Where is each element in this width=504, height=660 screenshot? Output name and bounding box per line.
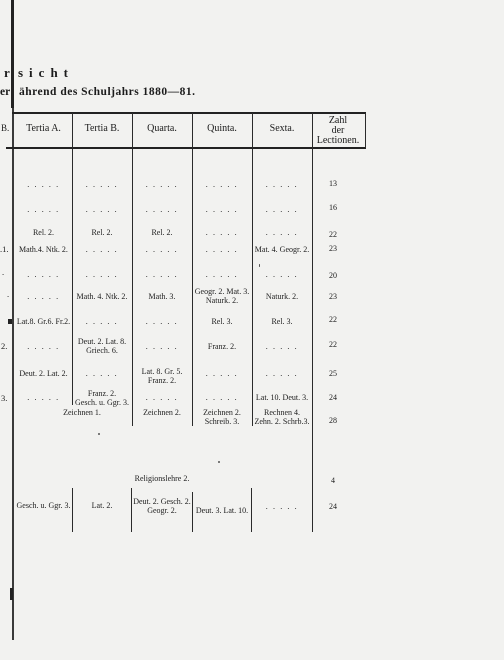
edge-row-fragment: . [7, 289, 10, 299]
quarta-cell: Zeichnen 2. [143, 408, 181, 417]
sexta-cell: . . . . . [265, 342, 299, 351]
sexta-cell: Naturk. 2. [265, 292, 299, 301]
edge-header-fragment: B. [1, 123, 10, 133]
scan-speck [98, 433, 100, 435]
tertia-a-cell: . . . . . [27, 205, 60, 214]
scan-speck [259, 264, 260, 267]
quarta-cell: . . . . . [145, 270, 179, 279]
page-subtitle: ährend des Schuljahrs 1880—81. [19, 86, 196, 98]
sexta-cell: . . . . . [265, 502, 299, 511]
lesson-count-cell: 22 [329, 340, 337, 349]
tertia-b-cell: Lat. 2. [91, 501, 113, 510]
tertia-b-cell: . . . . . [85, 205, 119, 214]
scan-speck [218, 461, 220, 463]
quinta-cell: Deut. 3. Lat. 10. [195, 506, 249, 515]
quinta-cell: . . . . . [205, 393, 239, 402]
tertia-a-cell: . . . . . [27, 393, 60, 402]
tertia-a-cell: Deut. 2. Lat. 2. [19, 369, 68, 378]
header-quinta: Quinta. [207, 123, 237, 134]
page-title: sicht [18, 65, 74, 80]
column-rule [252, 149, 253, 426]
tertia-a-cell: . . . . . [27, 342, 60, 351]
lesson-count-cell: 23 [329, 244, 337, 253]
quarta-cell: . . . . . [145, 180, 179, 189]
sexta-cell: Rechnen 4. Zehn. 2. Schrb.3. [254, 408, 310, 426]
tertia-a-cell: Math.4. Ntk. 2. [19, 245, 68, 254]
quinta-cell: . . . . . [205, 228, 239, 237]
quarta-cell: . . . . . [145, 342, 179, 351]
tertia-a-cell: . . . . . [27, 180, 60, 189]
tertia-b-cell: . . . . . [85, 245, 119, 254]
subtitle-edge-fragment: er [0, 86, 11, 98]
tertia-a-cell: Gesch. u. Ggr. 3. [16, 501, 71, 510]
tertia-b-cell: . . . . . [85, 317, 119, 326]
tertia-b-cell: . . . . . [85, 180, 119, 189]
quinta-cell: Zeichnen 2. Schreib. 3. [203, 408, 241, 426]
sexta-cell: Mat. 4. Geogr. 2. [254, 245, 310, 254]
tertia-a-cell: . . . . . [27, 270, 60, 279]
page-binding-edge [11, 0, 14, 108]
all-classes-cell: Religionslehre 2. [134, 474, 190, 483]
quinta-cell: . . . . . [205, 180, 239, 189]
quarta-cell: . . . . . [145, 317, 179, 326]
column-rule [72, 488, 73, 532]
header-lesson-count: Zahl der Lectionen. [316, 115, 360, 146]
header-tertia-a: Tertia A. [26, 123, 61, 134]
lesson-count-cell: 24 [329, 502, 337, 511]
sexta-cell: . . . . . [265, 205, 299, 214]
quinta-cell: . . . . . [205, 245, 239, 254]
quarta-cell: . . . . . [145, 205, 179, 214]
quinta-cell: . . . . . [205, 369, 239, 378]
lesson-count-cell: 16 [329, 203, 337, 212]
scan-blot [8, 319, 12, 324]
sexta-cell: Rel. 3. [271, 317, 293, 326]
tertia-b-cell: Math. 4. Ntk. 2. [76, 292, 128, 301]
header-tertia-b: Tertia B. [84, 123, 120, 134]
lesson-count-cell: 23 [329, 292, 337, 301]
quarta-cell: Deut. 2. Gesch. 2. Geogr. 2. [133, 497, 191, 515]
page-binding-edge [12, 108, 14, 640]
tertia-a-cell: . . . . . [27, 292, 60, 301]
tertia-a-b-cell: Zeichnen 1. [63, 408, 101, 417]
sexta-cell: . . . . . [265, 270, 299, 279]
quinta-cell: Geogr. 2. Mat. 3. Naturk. 2. [194, 287, 250, 305]
header-sexta: Sexta. [269, 123, 295, 134]
table-right-rule [365, 113, 366, 148]
tertia-a-cell: Rel. 2. [32, 228, 55, 237]
title-edge-fragment: r [4, 65, 10, 80]
tertia-b-cell: Rel. 2. [91, 228, 113, 237]
scan-blot [10, 588, 13, 600]
quarta-cell: Rel. 2. [151, 228, 173, 237]
quarta-cell: Lat. 8. Gr. 5. Franz. 2. [141, 367, 183, 385]
lesson-count-cell: 25 [329, 369, 337, 378]
sexta-cell: . . . . . [265, 228, 299, 237]
quinta-cell: . . . . . [205, 270, 239, 279]
sexta-cell: Lat. 10. Deut. 3. [255, 393, 309, 402]
sexta-cell: . . . . . [265, 369, 299, 378]
quinta-cell: Rel. 3. [211, 317, 233, 326]
quinta-cell: . . . . . [205, 205, 239, 214]
lesson-count-cell: 4 [331, 476, 335, 485]
edge-row-fragment: .1. [0, 244, 9, 254]
lesson-count-cell: 20 [329, 271, 337, 280]
lesson-count-cell: 22 [329, 315, 337, 324]
header-quarta: Quarta. [147, 123, 177, 134]
tertia-b-cell: . . . . . [85, 369, 119, 378]
quarta-cell: Math. 3. [148, 292, 176, 301]
lesson-count-cell: 22 [329, 230, 337, 239]
lesson-count-cell: 13 [329, 179, 337, 188]
lesson-count-cell: 24 [329, 393, 337, 402]
tertia-b-cell: . . . . . [85, 270, 119, 279]
quarta-cell: . . . . . [145, 393, 179, 402]
tertia-a-cell: Lat.8. Gr.6. Fr.2. [16, 317, 71, 326]
tertia-b-cell: Deut. 2. Lat. 8. Griech. 6. [77, 337, 127, 355]
quarta-cell: . . . . . [145, 245, 179, 254]
quinta-cell: Franz. 2. [207, 342, 237, 351]
edge-row-fragment: 2. [1, 341, 8, 351]
sexta-cell: . . . . . [265, 180, 299, 189]
edge-row-fragment: 3. [1, 393, 8, 403]
lesson-count-cell: 28 [329, 416, 337, 425]
edge-row-fragment: . [2, 267, 5, 277]
tertia-b-cell: Franz. 2. Gesch. u. Ggr. 3. [75, 389, 129, 407]
